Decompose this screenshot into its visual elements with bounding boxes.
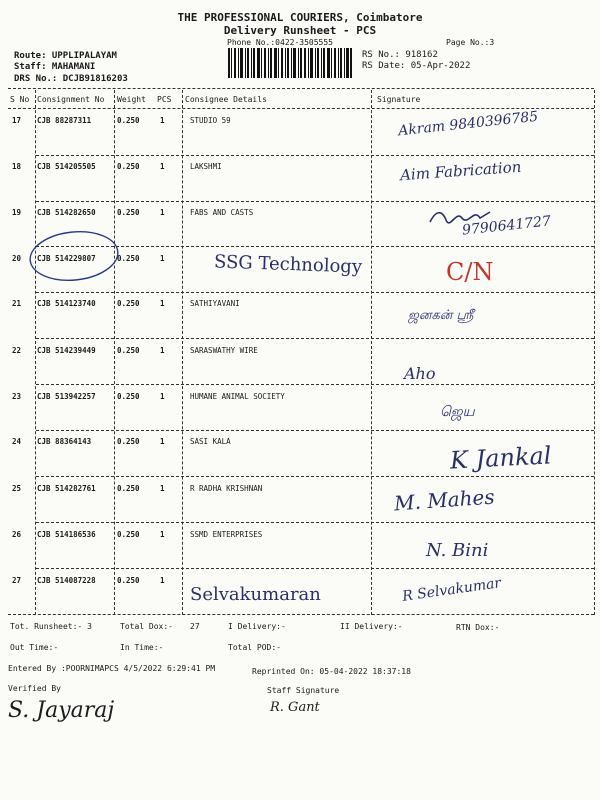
row-consignment: CJB 514087228 bbox=[37, 576, 96, 585]
table-top-rule bbox=[8, 88, 594, 89]
col-divider bbox=[35, 90, 36, 615]
row-rule bbox=[36, 155, 594, 156]
page-number: Page No.:3 bbox=[446, 38, 495, 47]
row-weight: 0.250 bbox=[117, 437, 140, 446]
company-title: THE PROFESSIONAL COURIERS, Coimbatore bbox=[177, 11, 423, 24]
row-pcs: 1 bbox=[160, 346, 165, 355]
phone-number: Phone No.:0422-3505555 bbox=[227, 38, 333, 47]
row-pcs: 1 bbox=[160, 116, 165, 125]
row-consignee: SASI KALA bbox=[190, 437, 231, 446]
drs-number: DRS No.: DCJB91816203 bbox=[14, 74, 128, 84]
row-consignee: SARASWATHY WIRE bbox=[190, 346, 258, 355]
row-consignment: CJB 88364143 bbox=[37, 437, 92, 446]
col-pcs: PCS bbox=[157, 95, 172, 104]
row-rule bbox=[36, 201, 594, 202]
row-sno: 23 bbox=[12, 392, 22, 401]
row-sno: 26 bbox=[12, 530, 22, 539]
route-label: Route: UPPLIPALAYAM bbox=[14, 51, 117, 61]
handwritten-consignee-row-27: Selvakumaran bbox=[190, 584, 321, 605]
row-sno: 25 bbox=[12, 484, 22, 493]
handwritten-cn-mark: C/N bbox=[446, 258, 494, 286]
row-sno: 20 bbox=[12, 254, 22, 263]
row-sno: 24 bbox=[12, 437, 22, 446]
row-rule bbox=[36, 476, 594, 477]
row-consignment: CJB 514282650 bbox=[37, 208, 96, 217]
row-consignment: CJB 514282761 bbox=[37, 484, 96, 493]
header-bottom-rule bbox=[8, 108, 594, 109]
row-weight: 0.250 bbox=[117, 162, 140, 171]
signature-row-23: ஜெய bbox=[440, 404, 475, 420]
row-pcs: 1 bbox=[160, 530, 165, 539]
signature-row-24: K Jankal bbox=[449, 441, 553, 475]
signature-row-19: 9790641727 bbox=[461, 213, 552, 239]
signature-row-17: Akram 9840396785 bbox=[397, 108, 539, 140]
row-consignment: CJB 514186536 bbox=[37, 530, 96, 539]
ii-delivery: II Delivery:- bbox=[340, 622, 403, 631]
row-rule bbox=[36, 384, 594, 385]
row-consignment: CJB 514229807 bbox=[37, 254, 96, 263]
signature-row-27: R Selvakumar bbox=[401, 575, 503, 605]
row-consignee: SSMD ENTERPRISES bbox=[190, 530, 263, 539]
rs-date: RS Date: 05-Apr-2022 bbox=[362, 61, 471, 71]
row-sno: 18 bbox=[12, 162, 22, 171]
row-pcs: 1 bbox=[160, 392, 165, 401]
row-sno: 27 bbox=[12, 576, 22, 585]
row-pcs: 1 bbox=[160, 484, 165, 493]
total-runsheet: Tot. Runsheet:- 3 bbox=[10, 622, 92, 631]
row-weight: 0.250 bbox=[117, 254, 140, 263]
total-dox-label: Total Dox:- bbox=[120, 622, 173, 631]
row-pcs: 1 bbox=[160, 162, 165, 171]
col-sno: S No bbox=[10, 95, 30, 104]
row-weight: 0.250 bbox=[117, 346, 140, 355]
col-signature: Signature bbox=[377, 95, 421, 104]
verified-signature: S. Jayaraj bbox=[8, 698, 115, 723]
col-divider bbox=[114, 90, 115, 615]
row-rule bbox=[36, 568, 594, 569]
signature-row-22: Aho bbox=[404, 364, 436, 383]
i-delivery: I Delivery:- bbox=[228, 622, 286, 631]
row-pcs: 1 bbox=[160, 299, 165, 308]
total-pod: Total POD:- bbox=[228, 643, 281, 652]
verified-by-label: Verified By bbox=[8, 684, 61, 693]
col-divider bbox=[371, 90, 372, 615]
document-subtitle: Delivery Runsheet - PCS bbox=[223, 24, 377, 37]
row-sno: 19 bbox=[12, 208, 22, 217]
reprinted-on: Reprinted On: 05-04-2022 18:37:18 bbox=[252, 667, 411, 676]
row-rule bbox=[36, 430, 594, 431]
row-pcs: 1 bbox=[160, 576, 165, 585]
signature-row-21: ஜனகன் ஸ்ரீ bbox=[408, 308, 474, 323]
in-time: In Time:- bbox=[120, 643, 164, 652]
total-dox-value: 27 bbox=[190, 622, 200, 631]
row-pcs: 1 bbox=[160, 254, 165, 263]
row-consignment: CJB 514205505 bbox=[37, 162, 96, 171]
col-divider bbox=[594, 90, 595, 615]
pen-circle-mark bbox=[26, 226, 124, 284]
row-weight: 0.250 bbox=[117, 299, 140, 308]
row-consignee: FABS AND CASTS bbox=[190, 208, 254, 217]
row-sno: 21 bbox=[12, 299, 22, 308]
row-consignee: LAKSHMI bbox=[190, 162, 222, 171]
row-consignee: HUMANE ANIMAL SOCIETY bbox=[190, 392, 285, 401]
col-divider bbox=[182, 90, 183, 615]
row-consignment: CJB 513942257 bbox=[37, 392, 96, 401]
row-rule bbox=[36, 338, 594, 339]
row-consignee: R RADHA KRISHNAN bbox=[190, 484, 263, 493]
row-sno: 22 bbox=[12, 346, 22, 355]
row-consignee: STUDIO 59 bbox=[190, 116, 231, 125]
row-weight: 0.250 bbox=[117, 530, 140, 539]
row-consignee: SATHIYAVANI bbox=[190, 299, 240, 308]
col-consignment: Consignment No bbox=[37, 95, 105, 104]
entered-by: Entered By :POORNIMAPCS 4/5/2022 6:29:41 PM bbox=[8, 664, 216, 673]
row-pcs: 1 bbox=[160, 208, 165, 217]
rtn-dox: RTN Dox:- bbox=[456, 623, 500, 632]
row-rule bbox=[36, 522, 594, 523]
table-bottom-rule bbox=[8, 614, 594, 615]
col-weight: Weight bbox=[117, 95, 146, 104]
row-weight: 0.250 bbox=[117, 116, 140, 125]
row-sno: 17 bbox=[12, 116, 22, 125]
col-consignee: Consignee Details bbox=[185, 95, 267, 104]
row-consignment: CJB 514239449 bbox=[37, 346, 96, 355]
row-rule bbox=[36, 292, 594, 293]
row-consignment: CJB 514123740 bbox=[37, 299, 96, 308]
row-weight: 0.250 bbox=[117, 484, 140, 493]
staff-signature-label: Staff Signature bbox=[267, 686, 340, 695]
out-time: Out Time:- bbox=[10, 643, 59, 652]
handwritten-consignee-row-20: SSG Technology bbox=[213, 251, 363, 278]
row-weight: 0.250 bbox=[117, 208, 140, 217]
staff-signature: R. Gant bbox=[270, 700, 320, 715]
signature-row-26: N. Bini bbox=[426, 540, 489, 561]
rs-number: RS No.: 918162 bbox=[362, 50, 438, 60]
row-weight: 0.250 bbox=[117, 392, 140, 401]
row-consignment: CJB 88287311 bbox=[37, 116, 92, 125]
row-weight: 0.250 bbox=[117, 576, 140, 585]
staff-label: Staff: MAHAMANI bbox=[14, 62, 96, 72]
signature-row-18: Aim Fabrication bbox=[399, 157, 522, 185]
signature-row-25: M. Mahes bbox=[393, 484, 496, 516]
row-pcs: 1 bbox=[160, 437, 165, 446]
barcode-icon bbox=[228, 48, 353, 78]
